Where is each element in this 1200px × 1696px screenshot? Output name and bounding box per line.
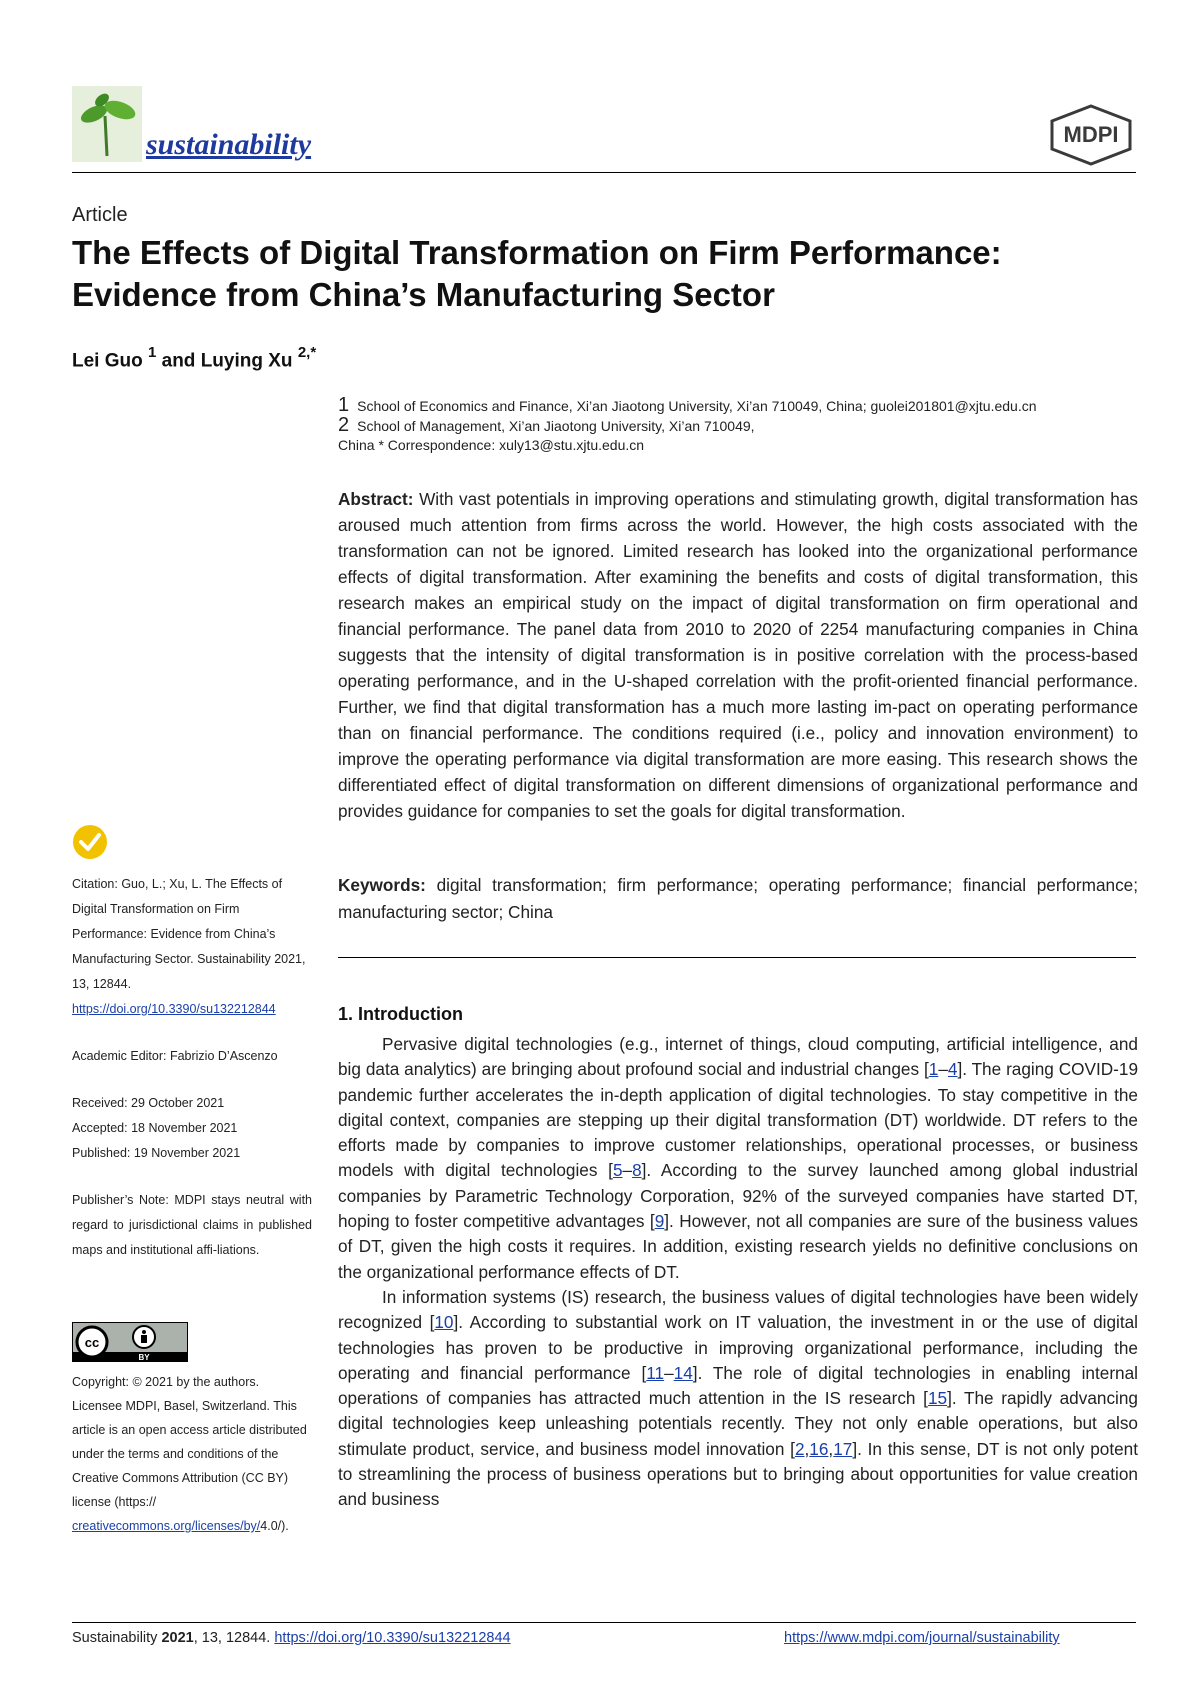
reference-link[interactable]: 11 <box>646 1362 665 1383</box>
affiliations <box>338 396 1138 455</box>
license-link-tail: 4.0/). <box>260 1519 289 1533</box>
reference-link[interactable]: 9 <box>654 1211 665 1232</box>
academic-editor: Academic Editor: Fabrizio D’Ascenzo <box>72 1049 278 1063</box>
reference-link[interactable]: 17 <box>833 1438 853 1459</box>
footer-journal: Sustainability <box>72 1630 162 1646</box>
affiliation-item <box>338 396 1138 416</box>
abstract-divider <box>338 957 1136 958</box>
affiliation-item <box>338 416 1138 436</box>
cc-by-license-badge[interactable] <box>72 1322 188 1362</box>
article-type: Article <box>72 204 128 226</box>
reference-link[interactable]: 4 <box>947 1059 958 1080</box>
sidebar <box>72 872 312 1285</box>
paragraph-text: Pervasive digital technologies (e.g., internet of things, cloud computing, artificial intelligence, and big data analytics) are bringing about profound social and industrial changes [ <box>338 1034 1138 1080</box>
range-dash: – <box>938 1059 948 1080</box>
paragraph-text: ]. The rapidly advancing digital technologies keep unleashing potentials recently. They not only enable operations, but also stimulate product, service, and business model innovation [ <box>338 1388 1138 1459</box>
citation <box>72 872 312 1022</box>
journal-logo <box>72 86 142 162</box>
accepted-date: Accepted: 18 November 2021 <box>72 1121 238 1135</box>
reference-link[interactable]: 5 <box>612 1160 623 1181</box>
copyright-notice <box>72 1370 310 1538</box>
footer-year: 2021 <box>161 1630 194 1646</box>
paragraph-text: ]. The role of digital technologies in enabling internal operations of companies has attracted much attention in the IS research [ <box>338 1362 1138 1409</box>
affiliation-text: School of Management, Xi’an Jiaotong University, Xi’an 710049, <box>357 418 755 434</box>
range-dash: – <box>622 1160 633 1181</box>
reference-separator: , <box>804 1438 810 1459</box>
affiliation-number: 1 <box>338 394 350 416</box>
author-list <box>72 346 316 372</box>
svg-text:cc: cc <box>84 1335 100 1350</box>
keywords-text: digital transformation; firm performance; operating performance; financial performance; manufacturing sector; China <box>338 875 1138 922</box>
correspondence: China * Correspondence: xuly13@stu.xjtu.edu.cn <box>338 437 645 453</box>
reference-link[interactable]: 10 <box>434 1312 454 1333</box>
affiliation-text: School of Economics and Finance, Xi’an Jiaotong University, Xi’an 710049, China; guolei201801@xjtu.edu.cn <box>357 398 1037 414</box>
copyright-text: Copyright: © 2021 by the authors. Licensee MDPI, Basel, Switzerland. This article is an open access article distributed under the terms and conditions of the Creative Commons Attribution (CC BY) license (https:// <box>72 1375 307 1509</box>
footer-volume: , 13, 12844. <box>193 1630 275 1646</box>
paragraph-text: ]. According to the survey launched among global industrial companies by Parametric Technology Corporation, 92% of the surveyed companies have started DT, hoping to foster competitive advantages [ <box>338 1160 1138 1232</box>
author-affiliation-marker: 1 <box>148 344 157 361</box>
abstract <box>338 486 1138 824</box>
paragraph <box>338 1032 1138 1285</box>
paragraph-text: ]. The raging COVID-19 pandemic further accelerates the in-depth application of digital technologies. To stay competitive in the digital context, companies are stepping up their digital transformation (DT) worldwide. DT refers to the efforts made by companies to improve customer relationships, operational processes, or business models with digital technologies [ <box>338 1059 1139 1181</box>
paragraph <box>338 1285 1138 1513</box>
mdpi-logo-text: MDPI <box>1063 122 1119 147</box>
received-date: Received: 29 October 2021 <box>72 1096 225 1110</box>
citation-doi-link[interactable]: https://doi.org/10.3390/su132212844 <box>72 1002 276 1016</box>
reference-link[interactable]: 14 <box>673 1362 693 1383</box>
cc-badge-label: BY <box>138 1353 150 1362</box>
reference-separator: , <box>828 1438 834 1459</box>
author-name: Lei Guo <box>72 350 143 372</box>
footer-divider <box>72 1622 1136 1623</box>
section-heading: 1. Introduction <box>338 1004 463 1024</box>
author-name: Luying Xu <box>200 350 293 372</box>
publication-dates <box>72 1091 312 1166</box>
publisher-note: Publisher’s Note: MDPI stays neutral with regard to jurisdictional claims in published maps and institutional affi-liations. <box>72 1193 312 1257</box>
reference-link[interactable]: 2 <box>794 1438 805 1459</box>
author-conjunction: and <box>156 350 201 372</box>
paragraph-text: ]. According to substantial work on IT valuation, the investment in or the use of digital technologies has proven to be productive in improving organizational performance, including the operating and financial performance [ <box>338 1312 1138 1383</box>
body-text <box>338 1032 1138 1513</box>
mdpi-logo <box>1048 104 1134 166</box>
reference-link[interactable]: 1 <box>928 1059 939 1080</box>
author-affiliation-marker: 2,* <box>297 344 317 361</box>
footer-citation <box>72 1630 511 1646</box>
check-updates-icon[interactable] <box>72 824 108 860</box>
article-title: The Effects of Digital Transformation on Firm Performance: Evidence from China’s Manufacturing Sector <box>72 234 1002 313</box>
header-divider <box>72 172 1136 173</box>
keywords <box>338 872 1138 926</box>
paragraph-text: ]. In this sense, DT is not only potent to streamlining the process of business operations but to bringing about opportunities for value creation and business <box>338 1438 1138 1510</box>
license-link[interactable]: creativecommons.org/licenses/by/ <box>72 1519 261 1533</box>
reference-link[interactable]: 15 <box>927 1388 948 1409</box>
paragraph-text: In information systems (IS) research, the business values of digital technologies have been widely recognized [ <box>338 1286 1138 1333</box>
range-dash: – <box>664 1362 674 1383</box>
paragraph-text: ]. However, not all companies are sure of the business values of DT, given the high costs it requires. In addition, existing research yields no definitive conclusions on the organizational performance effects of DT. <box>338 1211 1138 1282</box>
journal-website-link[interactable]: https://www.mdpi.com/journal/sustainability <box>784 1630 1060 1646</box>
abstract-text: With vast potentials in improving operations and stimulating growth, digital transformation has aroused much attention from firms across the world. However, the high costs associated with the transformation can not be ignored. Limited research has looked into the organizational performance effects of digital transformation. After examining the benefits and costs of digital transformation, this research makes an empirical study on the impact of digital transformation on firm operational and financial performance. The panel data from 2010 to 2020 of 2254 manufacturing companies in China suggests that the intensity of digital transformation is in positive correlation with the process-based operating performance, and in the U-shaped correlation with the profit-oriented financial performance. Further, we find that digital transformation has a much more lasting im-pact on operating performance than on financial performance. The conditions required (i.e., policy and innovation environment) to improve the operating performance via digital transformation are more easing. This research shows the differentiated effect of digital transformation on different dimensions of organizational performance and provides guidance for companies to set the goals for digital transformation. <box>338 489 1138 821</box>
keywords-label: Keywords: <box>338 875 426 895</box>
affiliation-number: 2 <box>338 414 350 436</box>
abstract-label: Abstract: <box>338 489 414 509</box>
reference-link[interactable]: 16 <box>809 1438 829 1459</box>
sprout-icon <box>72 86 142 162</box>
published-date: Published: 19 November 2021 <box>72 1146 241 1160</box>
footer-journal-site <box>784 1630 1060 1646</box>
reference-link[interactable]: 8 <box>632 1160 642 1181</box>
journal-name[interactable]: sustainability <box>146 128 312 161</box>
footer-doi-link[interactable]: https://doi.org/10.3390/su132212844 <box>274 1630 511 1646</box>
citation-text: Citation: Guo, L.; Xu, L. The Effects of Digital Transformation on Firm Performance: Evidence from China’s Manufacturing Sector. Sustainability 2021, 13, 12844. <box>72 877 306 991</box>
